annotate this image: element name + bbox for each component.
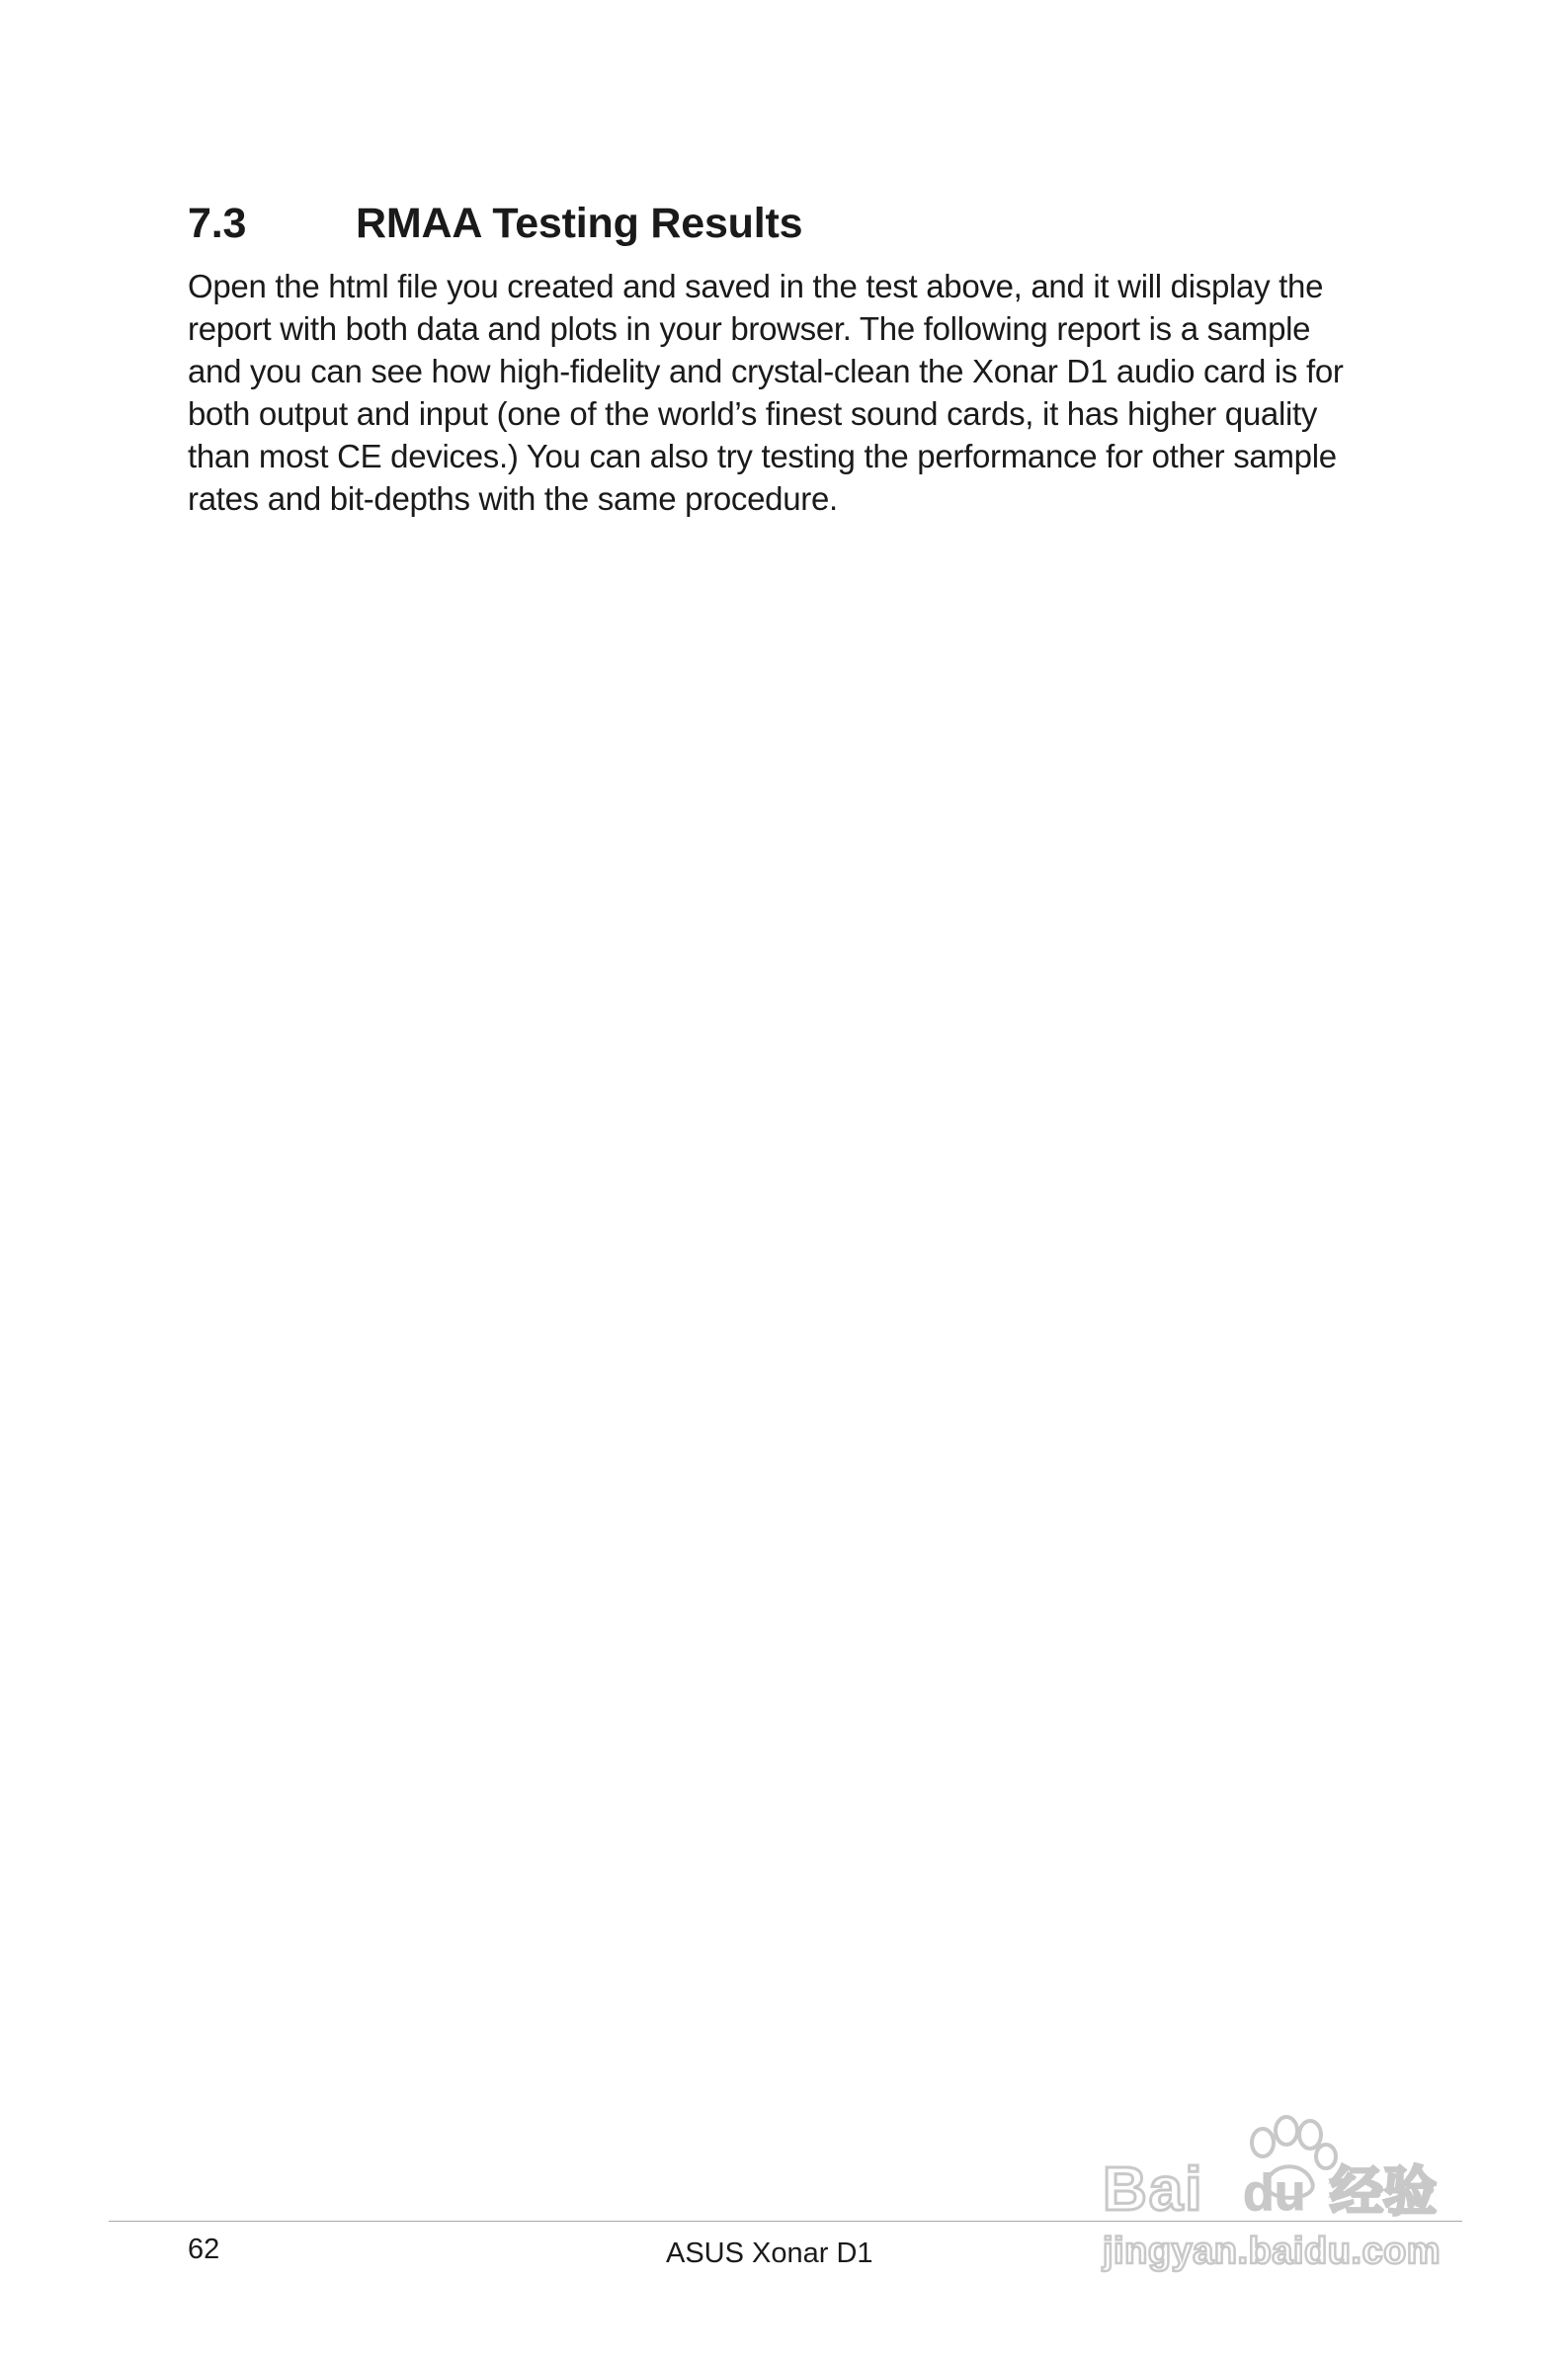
baidu-jingyan-watermark xyxy=(1097,2105,1492,2283)
svg-text:du: du xyxy=(1243,2164,1306,2222)
watermark-logo-text: Bai xyxy=(1103,2155,1204,2224)
paragraph-line: and you can see how high-fidelity and crystal-clean the Xonar D1 audio card is for xyxy=(188,353,1344,389)
body-paragraph xyxy=(188,265,1363,520)
section-number: 7.3 xyxy=(188,200,247,247)
paragraph-line: Open the html file you created and saved in the test above, and it will display the xyxy=(188,268,1324,304)
footer-document-title: ASUS Xonar D1 xyxy=(666,2237,873,2269)
section-title: RMAA Testing Results xyxy=(356,200,803,247)
paragraph-line: than most CE devices.) You can also try testing the performance for other sample xyxy=(188,438,1337,474)
paragraph-line: report with both data and plots in your browser. The following report is a sample xyxy=(188,310,1311,347)
paragraph-line: rates and bit-depths with the same procedure. xyxy=(188,480,838,517)
footer-divider xyxy=(109,2221,1462,2222)
watermark-url-text: jingyan.baidu.com xyxy=(1103,2231,1442,2272)
paragraph-line: both output and input (one of the world’s finest sound cards, it has higher quality xyxy=(188,395,1318,432)
svg-text:经验: 经验 xyxy=(1330,2160,1437,2223)
page-number: 62 xyxy=(188,2234,220,2265)
paw-icon xyxy=(1252,2117,1336,2198)
section-heading xyxy=(188,196,802,251)
